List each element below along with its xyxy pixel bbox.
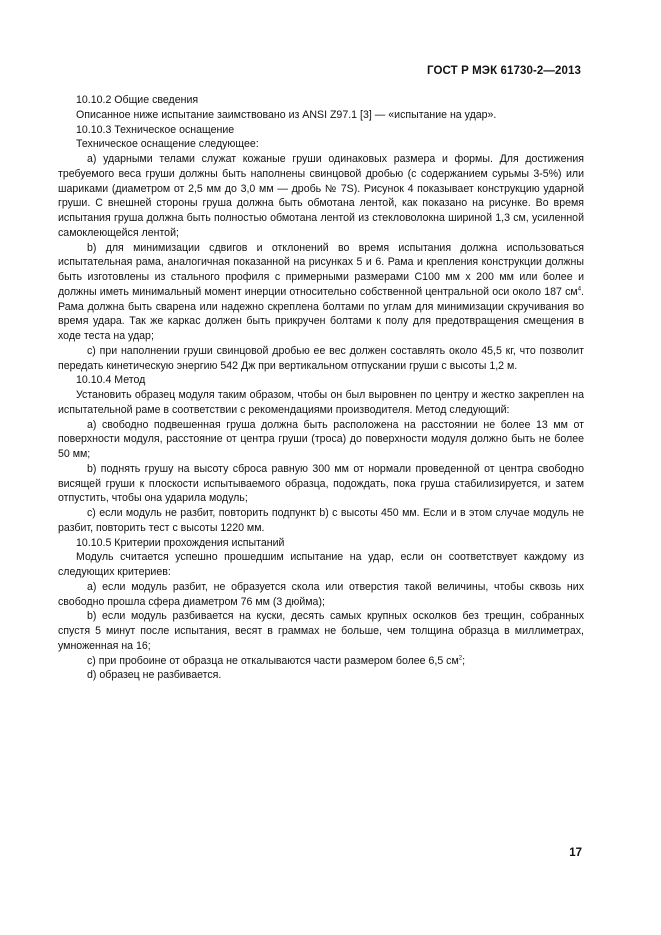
document-body [58, 93, 584, 683]
list-item-criteria-c [58, 654, 584, 669]
list-item-criteria-d: d) образец не разбивается. [87, 669, 222, 682]
section-title-general: 10.10.2 Общие сведения [76, 94, 199, 106]
criteria-c-text-2: ; [462, 654, 466, 667]
superscript-2: 2 [458, 654, 463, 661]
list-item-criteria-b: b) если модуль разбивается на куски, десять самых крупных осколков без трещин, собранных спустя 5 минут после испытания, весят в граммах не больше, чем толщина образца в миллиметрах, умноженная на 16; [58, 610, 584, 652]
list-item-equipment-b [58, 241, 584, 344]
section-title-method: 10.10.4 Метод [76, 374, 146, 387]
equipment-b-text-2: . Рама должна быть сварена или надежно скреплена болтами по углам для минимизации скручивания во время удара. Так же каркас должен быть прикручен болтами к полу для предотвращения смещения в ходе теста на удар; [58, 285, 584, 342]
paragraph-method-intro: Установить образец модуля таким образом, чтобы он был выровнен по центру и жестко закреплен на испытательной раме в соответствии с рекомендациями производителя. Метод следующий: [58, 389, 584, 416]
section-title-equipment: 10.10.3 Техническое оснащение [76, 123, 235, 136]
paragraph-general: Описанное ниже испытание заимствовано из ANSI Z97.1 [3] — «испытание на удар». [76, 108, 497, 121]
section-title-criteria: 10.10.5 Критерии прохождения испытаний [76, 536, 285, 549]
list-item-method-a: а) свободно подвешенная груша должна быть расположена на расстоянии не более 13 мм от поверхности модуля, расстояние от центра груши (троса) до поверхности модуля должно быть не более 50 мм; [58, 418, 584, 460]
list-item-equipment-a: а) ударными телами служат кожаные груши одинаковых размера и формы. Для достижения требуемого веса груши должны быть наполнены свинцовой дробью (с содержанием сурьмы 3-5%) или шариками (диаметром от 2,5 мм до 3,0 мм — дробь № 7S). Рисунок 4 показывает конструкцию ударной груши. С внешней стороны груша должна быть обмотана лентой, как показано на рисунке. Во время испытания груша должна быть полностью обмотана лентой из стекловолокна шириной 1,3 см, усиленной самоклеющейся лентой; [58, 153, 584, 239]
list-item-equipment-c: с) при наполнении груши свинцовой дробью ее вес должен составлять около 45,5 кг, что позволит передать кинетическую энергию 542 Дж при вертикальном отпускании груши с высоты 1,2 м. [58, 344, 584, 372]
criteria-c-text-1: с) при пробоине от образца не откалываются части размером более 6,5 см [87, 654, 459, 667]
paragraph-equipment-intro: Техническое оснащение следующее: [76, 138, 259, 151]
list-item-method-c: с) если модуль не разбит, повторить подпункт b) с высоты 450 мм. Если и в этом случае модуль не разбит, повторить тест с высоты 1220 мм. [58, 507, 584, 534]
page-number: 17 [569, 847, 582, 859]
superscript-4: 4 [577, 286, 582, 293]
equipment-b-text-1: b) для минимизации сдвигов и отклонений во время испытания должна использоваться испытательная рама, аналогичная показанной на рисунках 5 и 6. Рама и крепления конструкции должны быть изготовлены из стального профиля с примерными размерами С100 мм х 200 мм или более и должны иметь минимальный момент инерции относительно собственной центральной оси около 187 см [58, 241, 584, 298]
standard-header: ГОСТ Р МЭК 61730-2—2013 [427, 65, 581, 77]
paragraph-criteria-intro: Модуль считается успешно прошедшим испытание на удар, если он соответствует каждому из следующих критериев: [58, 551, 584, 578]
list-item-criteria-a: а) если модуль разбит, не образуется скола или отверстия такой величины, чтобы сквозь них свободно прошла сфера диаметром 76 мм (3 дюйма); [58, 580, 584, 608]
list-item-method-b: b) поднять грушу на высоту сброса равную 300 мм от нормали проведенной от центра свободно висящей груши к плоскости испытываемого образца, подождать, пока груша стабилизируется, и затем отпустить, чтобы она ударила модуль; [58, 462, 584, 505]
